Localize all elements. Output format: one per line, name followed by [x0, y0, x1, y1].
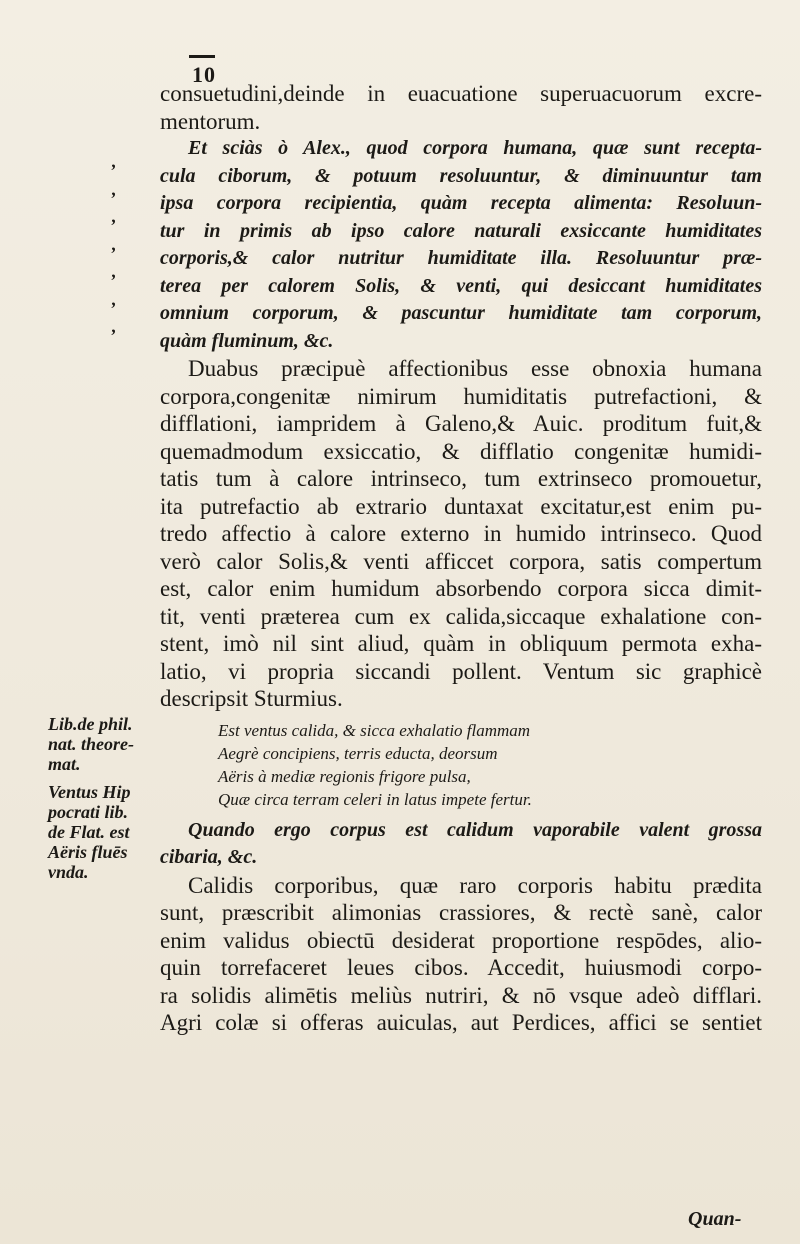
- margin-note-line: nat. theore-: [48, 734, 135, 754]
- text-line: stent, imò nil sint aliud, quàm in obliquum permota exha-: [160, 631, 762, 656]
- text-line: sunt, præscribit alimonias crassiores, & rectè sanè, calor: [160, 900, 762, 925]
- text-line: ita putrefactio ab extrario duntaxat excitatur,est enim pu-: [160, 493, 762, 519]
- text-line: descripsit Sturmius.: [160, 686, 343, 711]
- quote-line: ipsa corpora recipientia, quàm recepta alimenta: Resoluun-: [160, 192, 762, 214]
- verse-line: Quæ circa terram celeri in latus impete fertur.: [218, 789, 532, 809]
- text-line: corpora,congenitæ nimirum humiditatis putrefactioni, &: [160, 383, 762, 409]
- page-rule: [189, 55, 215, 58]
- text-line: Calidis corporibus, quæ raro corporis habitu prædita: [188, 872, 762, 898]
- quote-mark: ,: [112, 261, 117, 281]
- quote-line: quàm fluminum, &c.: [160, 329, 334, 352]
- quote-mark: ,: [112, 151, 117, 171]
- quote-marks: [112, 148, 142, 341]
- text-line: latio, vi propria siccandi pollent. Ventum sic graphicè: [160, 658, 762, 684]
- verse-line: Aegrè concipiens, terris educta, deorsum: [218, 743, 498, 763]
- margin-note-line: Aëris fluēs: [48, 842, 128, 862]
- quote-line: Et sciàs ò Alex., quod corpora humana, quæ sunt recepta-: [188, 137, 762, 159]
- italic-line: Quando ergo corpus est calidum vaporabile valent grossa: [188, 818, 762, 841]
- text-line: Duabus præcipuè affectionibus esse obnoxia humana: [188, 356, 762, 381]
- quote-line: corporis,& calor nutritur humiditate illa. Resoluuntur præ-: [160, 247, 762, 269]
- text-line: Agri colæ si offeras auiculas, aut Perdices, affici se sentiet: [160, 1010, 762, 1035]
- margin-note-line: de Flat. est: [48, 822, 130, 842]
- text-line: quin torrefaceret leues cibos. Accedit, huiusmodi corpo-: [160, 955, 762, 980]
- text-line: ra solidis alimētis meliùs nutriri, & nō vsque adeò difflari.: [160, 982, 762, 1008]
- quote-mark: ,: [112, 288, 117, 309]
- text-line: tatis tum à calore intrinseco, tum extrinseco promouetur,: [160, 466, 762, 491]
- margin-note: [48, 714, 158, 882]
- text-line: est, calor enim humidum absorbendo corpora sicca dimit-: [160, 576, 762, 601]
- text-line: verò calor Solis,& venti afficcet corpora, satis compertum: [160, 548, 762, 574]
- quote-mark: ,: [112, 206, 117, 226]
- margin-note-line: mat.: [48, 754, 81, 774]
- text-body: [160, 80, 762, 1037]
- text-line: consuetudini,deinde in euacuatione superuacuorum excre-: [160, 81, 762, 106]
- italic-line: cibaria, &c.: [160, 846, 258, 868]
- quote-line: cula ciborum, & potuum resoluuntur, & diminuuntur tam: [160, 164, 762, 187]
- quote-mark: ,: [112, 233, 117, 254]
- quote-line: terea per calorem Solis, & venti, qui desiccant humiditates: [160, 274, 762, 297]
- text-line: difflationi, iampridem à Galeno,& Auic. proditum fuit,&: [160, 411, 762, 436]
- quote-mark: ,: [112, 316, 117, 336]
- margin-note-line: pocrati lib.: [48, 802, 128, 822]
- text-line: mentorum.: [160, 108, 261, 134]
- quote-line: omnium corporum, & pascuntur humiditate tam corporum,: [160, 302, 762, 324]
- quote-line: tur in primis ab ipso calore naturali exsiccante humiditates: [160, 219, 762, 242]
- text-line: enim validus obiectū desiderat proportione respōdes, alio-: [160, 927, 762, 953]
- page-number: 10: [192, 62, 216, 87]
- verse-line: Aëris à mediæ regionis frigore pulsa,: [218, 766, 471, 786]
- verse-line: Est ventus calida, & sicca exhalatio flammam: [218, 720, 531, 740]
- margin-note-line: Lib.de phil.: [48, 714, 133, 734]
- text-line: tit, venti præterea cum ex calida,siccaque exhalatione con-: [160, 603, 762, 629]
- text-line: tredo affectio à calore externo in humido intrinseco. Quod: [160, 521, 762, 546]
- quote-mark: ,: [112, 178, 117, 199]
- text-line: quemadmodum exsiccatio, & difflatio congenitæ humidi-: [160, 438, 762, 464]
- margin-note-line: vnda.: [48, 862, 89, 882]
- catchword: Quan-: [688, 1208, 742, 1230]
- margin-note-line: Ventus Hip: [48, 782, 131, 802]
